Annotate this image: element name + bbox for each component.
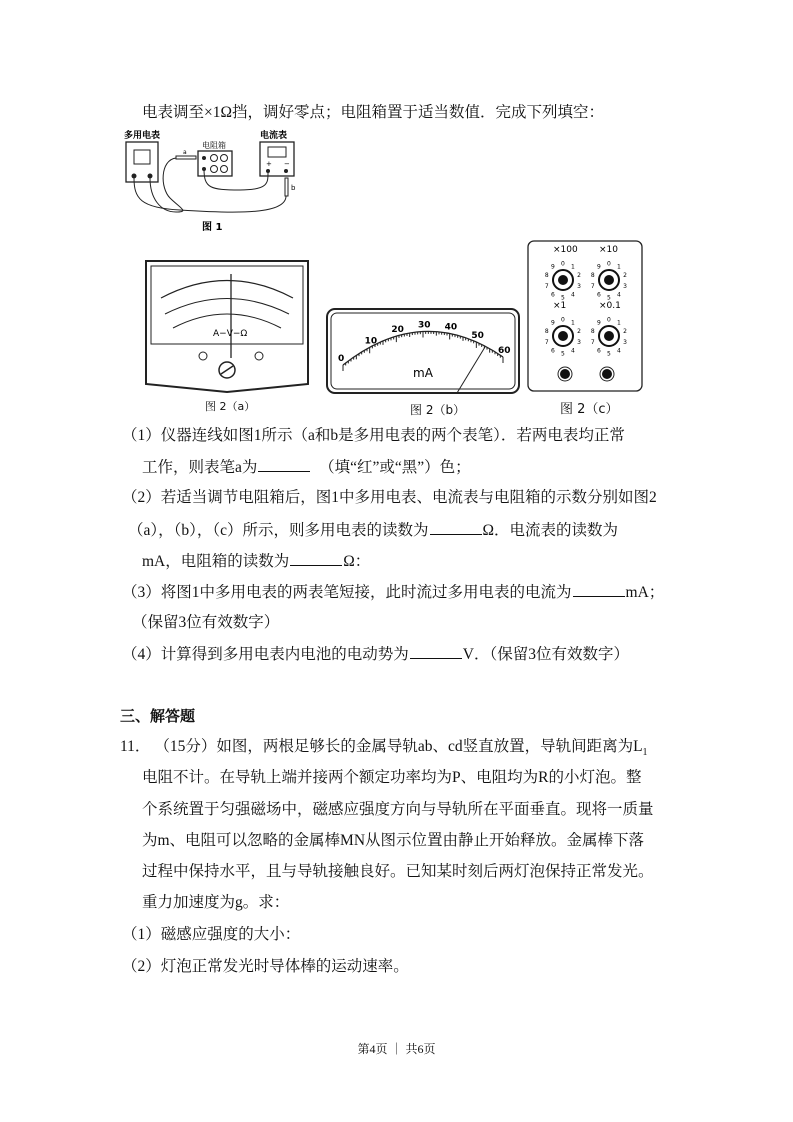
knob-digit: 7 [544, 338, 549, 346]
knob-digit: 7 [544, 282, 549, 290]
question-3: （3）将图1中多用电表的两表笔短接，此时流过多用电表的电流为 mA； [122, 584, 665, 601]
knob-digit: 0 [607, 316, 611, 324]
knob-digit: 9 [551, 263, 555, 271]
multimeter-label: 多用电表 [124, 131, 161, 141]
problem-11-line-6: 重力加速度为g。求： [142, 894, 290, 911]
question-1-cont: 工作，则表笔a为 （填“红”或“黑”）色； [142, 459, 471, 476]
plus-terminal-label: + [266, 160, 272, 168]
answer-blank[interactable] [573, 582, 625, 597]
knob-digit: 8 [544, 272, 549, 280]
knob-digit: 8 [544, 328, 549, 336]
figure-2a-caption: 图 2（a） [205, 400, 256, 413]
knob-digit: 2 [623, 272, 627, 280]
knob-digit: 6 [551, 291, 555, 299]
knob-pointer [558, 331, 568, 341]
knob-digit: 3 [623, 338, 627, 346]
section-heading: 三、解答题 [120, 707, 196, 725]
knob-digit: 0 [561, 260, 565, 268]
tick-label: 40 [444, 322, 458, 333]
knob-pointer [558, 275, 568, 285]
minus-terminal-label: − [284, 160, 290, 168]
probe-b-label: b [291, 184, 296, 192]
question-2-cont2: mA，电阻箱的读数为 Ω： [142, 553, 371, 570]
knob-label: ×0.1 [599, 301, 621, 311]
tick-label: 20 [391, 325, 404, 336]
question-2: （2）若适当调节电阻箱后，图1中多用电表、电流表与电阻箱的示数分别如图2 [122, 489, 657, 506]
knob-digit: 2 [577, 328, 581, 336]
tick-label: 30 [418, 320, 431, 331]
tick-label: 0 [338, 354, 345, 364]
problem-11-line-3: 个系统置于匀强磁场中，磁感应强度方向与导轨所在平面垂直。现将一质量 [142, 801, 654, 818]
knob-digit: 8 [590, 328, 595, 336]
tick-label: 50 [471, 330, 484, 341]
knob-digit: 1 [570, 263, 575, 271]
answer-blank[interactable] [410, 644, 462, 659]
question-2-cont: （a），（b），（c）所示，则多用电表的读数为 Ω．电流表的读数为 [128, 522, 619, 539]
ammeter-label: 电流表 [260, 131, 288, 141]
knob-digit: 3 [577, 338, 581, 346]
knob-digit: 5 [561, 350, 565, 358]
figure-1-circuit [120, 128, 310, 236]
problem-11-sub-1: （1）磁感应强度的大小： [122, 926, 301, 943]
page-footer: 第4页 ｜ 共6页 [357, 1042, 436, 1056]
answer-blank[interactable] [258, 457, 310, 472]
knob-digit: 7 [590, 338, 595, 346]
knob-digit: 6 [597, 347, 601, 355]
resistance-box-label: 电阻箱 [202, 141, 226, 150]
knob-digit: 5 [607, 350, 611, 358]
knob-digit: 7 [590, 282, 595, 290]
unit-label: mA [413, 366, 433, 380]
problem-11-line-2: 电阻不计。在导轨上端并接两个额定功率均为P、电阻均为R的小灯泡。整 [142, 769, 642, 786]
knob-digit: 9 [597, 263, 601, 271]
knob-digit: 4 [570, 347, 575, 355]
knob-digit: 9 [551, 319, 555, 327]
knob-digit: 5 [561, 294, 565, 302]
intro-line: 电表调至×1Ω挡，调好零点；电阻箱置于适当数值．完成下列填空： [142, 104, 605, 121]
figure-1-caption: 图 1 [202, 222, 223, 233]
knob-digit: 6 [597, 291, 601, 299]
knob-digit: 1 [616, 263, 621, 271]
answer-blank[interactable] [430, 520, 482, 535]
knob-label: ×10 [599, 245, 618, 255]
knob-digit: 1 [570, 319, 575, 327]
knob-digit: 2 [577, 272, 581, 280]
knob-digit: 3 [623, 282, 627, 290]
question-4: （4）计算得到多用电表内电池的电动势为 V．（保留3位有效数字） [122, 646, 629, 663]
dial-label: A−V−Ω [213, 329, 248, 339]
knob-label: ×100 [553, 245, 578, 255]
probe-a-label: a [183, 149, 187, 156]
figure-2c-caption: 图 2（c） [560, 402, 619, 417]
answer-blank[interactable] [290, 551, 342, 566]
knob-digit: 2 [623, 328, 627, 336]
knob-digit: 3 [577, 282, 581, 290]
problem-11-line-4: 为m、电阻可以忽略的金属棒MN从图示位置由静止开始释放。金属棒下落 [142, 832, 645, 849]
knob-label: ×1 [553, 301, 567, 311]
knob-pointer [604, 331, 614, 341]
figure-2b-ammeter-dial [325, 307, 521, 395]
figure-2c-resistance-box [527, 240, 643, 392]
problem-11-line-1: 11． （15分）如图，两根足够长的金属导轨ab、cd竖直放置，导轨间距离为$L_1$ [120, 738, 648, 759]
figure-2b-caption: 图 2（b） [410, 403, 466, 417]
knob-digit: 4 [570, 291, 575, 299]
knob-pointer [604, 275, 614, 285]
knob-digit: 6 [551, 347, 555, 355]
knob-digit: 4 [616, 347, 621, 355]
problem-11-sub-2: （2）灯泡正常发光时导体棒的运动速率。 [122, 958, 409, 975]
tick-label: 10 [364, 336, 378, 347]
knob-digit: 8 [590, 272, 595, 280]
tick-label: 60 [498, 346, 511, 356]
knob-digit: 9 [597, 319, 601, 327]
knob-digit: 4 [616, 291, 621, 299]
question-1: （1）仪器连线如图1所示（a和b是多用电表的两个表笔）．若两电表均正常 [122, 427, 625, 444]
problem-11-line-5: 过程中保持水平，且与导轨接触良好。已知某时刻后两灯泡保持正常发光。 [142, 863, 654, 880]
question-3-cont: （保留3位有效数字） [132, 614, 280, 631]
knob-digit: 5 [607, 294, 611, 302]
knob-digit: 1 [616, 319, 621, 327]
knob-digit: 0 [561, 316, 565, 324]
figure-2a-multimeter-dial [143, 258, 311, 394]
knob-digit: 0 [607, 260, 611, 268]
